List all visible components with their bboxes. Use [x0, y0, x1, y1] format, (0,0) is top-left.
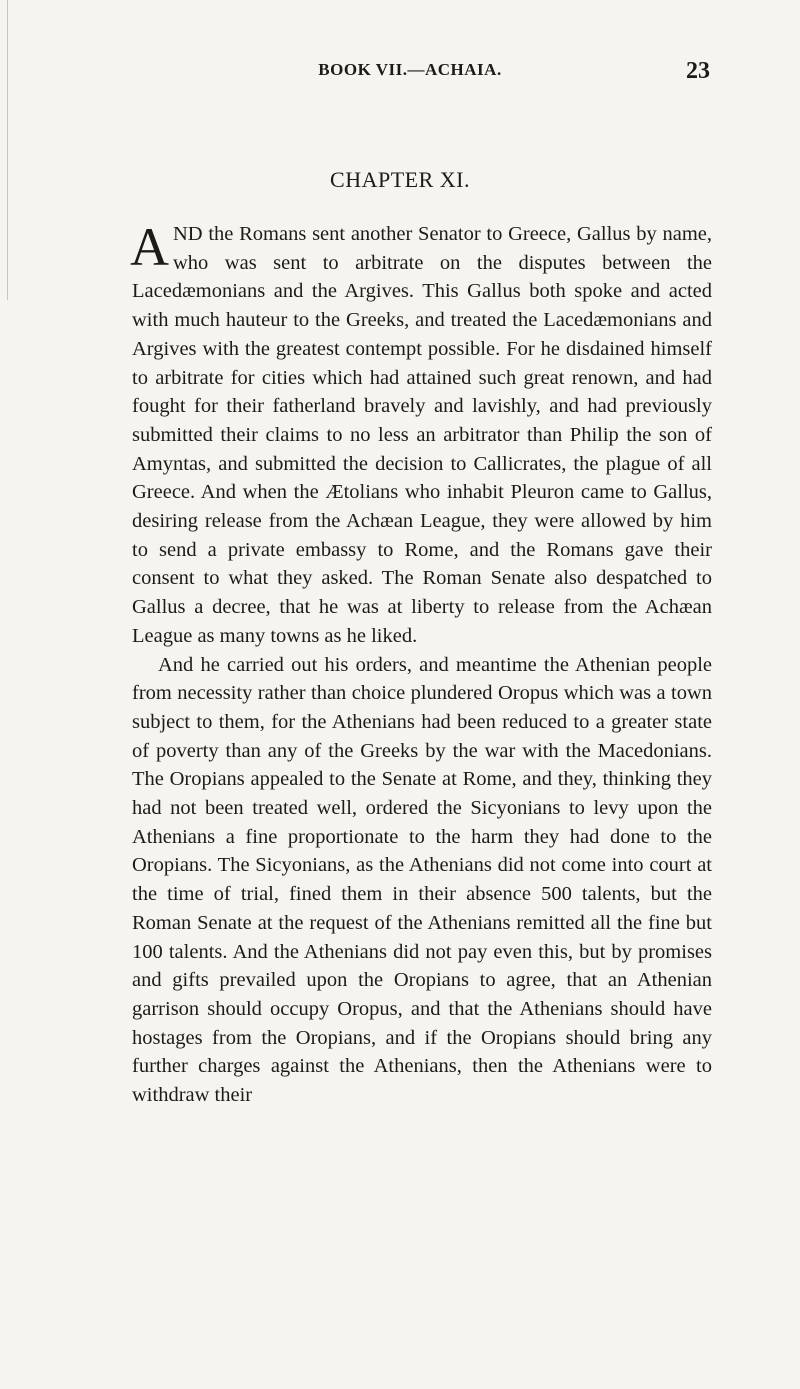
body-text [130, 217, 712, 1110]
page-number: 23 [686, 58, 710, 84]
chapter-title: CHAPTER XI. [330, 167, 470, 192]
drop-cap: A [130, 217, 169, 277]
paragraph-1 [130, 217, 712, 651]
page-edge-line [7, 0, 8, 300]
running-head [110, 60, 710, 90]
paragraph-1-text: ND the Romans sent another Senator to Greece, Gallus by name, who was sent to arbitrate on the disputes between the Lacedæmonians and the Argives. This Gallus both spoke and acted with much hauteur to the Greeks, and treated the Lacedæmonians and Argives with the greatest contempt possible. For he disdained himself to arbitrate for cities which had attained such great renown, and had fought for their fatherland bravely and lavishly, and had previously submitted their claims to no less an arbitrator than Philip the son of Amyntas, and submitted the decision to Callicrates, the plague of all Greece. And when the Ætolians who inhabit Pleuron came to Gallus, desiring release from the Achæan League, they were allowed by him to send a private embassy to Rome, and the Romans gave their consent to what they asked. The Roman Senate also despatched to Gallus a decree, that he was at liberty to release from the Achæan League as many towns as he liked. [132, 223, 712, 647]
running-title: BOOK VII.—ACHAIA. [318, 60, 502, 79]
paragraph-2: And he carried out his orders, and meantime the Athenian people from necessity rather than choice plundered Oropus which was a town subject to them, for the Athenians had been reduced to a greater state of poverty than any of the Greeks by the war with the Macedonians. The Oropians appealed to the Senate at Rome, and they, thinking they had not been treated well, ordered the Sicyonians to levy upon the Athenians a fine proportionate to the harm they had done to the Oropians. The Sicyonians, as the Athenians did not come into court at the time of trial, fined them in their absence 500 talents, but the Roman Senate at the request of the Athenians remitted all the fine but 100 talents. And the Athenians did not pay even this, but by promises and gifts prevailed upon the Oropians to agree, that an Athenian garrison should occupy Oropus, and that the Athenians should have hostages from the Oropians, and if the Oropians should bring any further charges against the Athenians, then the Athenians were to withdraw their [132, 653, 712, 1107]
